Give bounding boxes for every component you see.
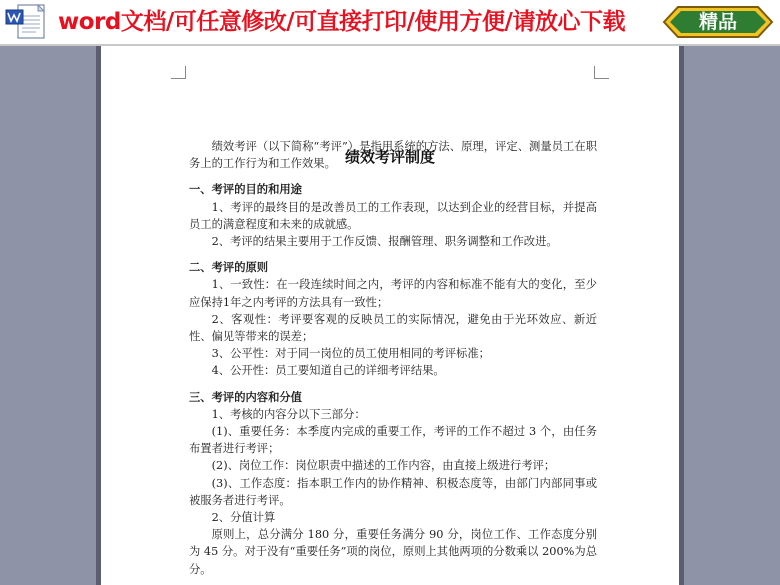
paragraph: 原则上，总分满分 180 分，重要任务满分 90 分，岗位工作、工作态度分别为 45 分。对于没有“重要任务”项的岗位，原则上其他两项的分数乘以 200%为总分。	[189, 528, 597, 576]
document-body	[189, 138, 597, 578]
premium-badge-label: 精品	[698, 11, 737, 33]
section-heading: 二、考评的原则	[189, 260, 269, 275]
word-document-icon	[4, 4, 54, 40]
paragraph: (2)、岗位工作：岗位职责中描述的工作内容，由直接上级进行考评；	[211, 459, 556, 473]
paragraph: 1、考核的内容分以下三部分：	[211, 407, 366, 421]
margin-corner-left	[171, 66, 186, 79]
page-shadow-right	[679, 46, 684, 585]
document-title: 绩效考评制度	[344, 148, 435, 166]
paragraph: 4、公开性：员工要知道自己的详细考评结果。	[211, 364, 445, 378]
banner-slogan: word文档/可任意修改/可直接打印/使用方便/请放心下载	[58, 9, 625, 35]
document-page	[101, 46, 679, 585]
promo-banner	[0, 0, 780, 46]
section-heading: 一、考评的目的和用途	[189, 182, 302, 197]
paragraph: 2、分值计算	[211, 511, 276, 525]
paragraph: 2、考评的结果主要用于工作反馈、报酬管理、职务调整和工作改进。	[211, 235, 558, 249]
paragraph: 3、公平性：对于同一岗位的员工使用相同的考评标准；	[211, 347, 490, 361]
margin-corner-right	[594, 66, 609, 79]
paragraph: 1、考评的最终目的是改善员工的工作表现，以达到企业的经营目标，并提高员工的满意程度和未来的成就感。	[189, 200, 597, 231]
paragraph: 1、一致性：在一段连续时间之内，考评的内容和标准不能有大的变化，至少应保持1年之内考评的方法具有一致性；	[189, 278, 597, 309]
premium-badge	[662, 5, 774, 39]
paragraph: (3)、工作态度：指本职工作内的协作精神、积极态度等，由部门内部同事或被服务者进行考评。	[189, 476, 597, 507]
paragraph: (1)、重要任务：本季度内完成的重要工作，考评的工作不超过 3 个，由任务布置者进行考评；	[189, 425, 597, 456]
section-heading: 三、考评的内容和分值	[189, 389, 302, 404]
intro-paragraph: 绩效考评（以下简称“考评”）是指用系统的方法、原理，评定、测量员工在职务上的工作行为和工作效果。	[189, 140, 597, 171]
paragraph: 2、客观性：考评要客观的反映员工的实际情况，避免由于光环效应、新近性、偏见等带来的误差；	[189, 312, 597, 344]
